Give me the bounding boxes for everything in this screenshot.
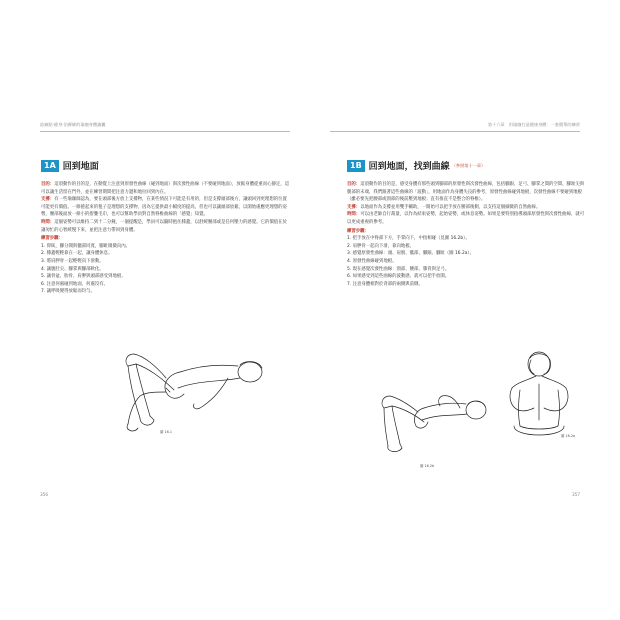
step-item: 2. 肩胛骨一起向下滑，靠向地板。 (347, 243, 415, 249)
left-header-rule (40, 131, 290, 132)
right-body-text (347, 181, 587, 288)
term-time: 時間： (41, 219, 55, 225)
left-section-heading (41, 159, 99, 172)
step-item: 5. 讓骨盆、肋骨、肩胛與頭部感受到地板。 (41, 274, 126, 280)
step-item: 1. 仰臥，腳分開與髖部同寬，腳趾微微向內。 (41, 243, 131, 249)
term-purpose: 目的： (41, 182, 55, 187)
time-text: 這個姿勢可以維持二到十二分鐘，一個提醒是，學員可以隨時抱住膝蓋，以舒緩腰部或是任何壓力的感覺。它的價值在於讓匆忙的心智緩慢下來，並把注意力帶回到身體。 (41, 219, 287, 233)
right-running-header: 第十六章 用瑜珈打造健康身體：一套簡單的練習 (487, 122, 580, 127)
step-item: 5. 現在感覺次發性曲線：頸部、腰部、膝背與足弓。 (347, 266, 450, 272)
support-text: 以地面作為支撐並用雙手輔助，一開始可以把手放在腰部後側，以支持這個細微的自然曲線。 (360, 204, 541, 210)
time-paragraph (347, 211, 587, 226)
step-item: 4. 原發性曲線碰到地板。 (347, 258, 397, 264)
purpose-text: 這項動作的目的是，感受身體有那些頭到腳部的原發性與次發性曲線，包括腳跟、足弓、腳掌之間的空間、腳趾尖與腿部的末端，我們跟著這些曲線的「波動」，用地面作為身體失良的參考，原發性曲線碰到地板，次發性曲線不要碰到地板（雖必要先把腰部或頸部的後前壓到地板；直有推直不是整合的脊椎）。 (347, 182, 585, 203)
step-item: 2. 膝蓋輕輕靠在一起，讓身體休息。 (41, 251, 113, 257)
right-page-number: 357 (572, 492, 580, 497)
left-running-header: 給痛點‧健身‧治療師的瑜珈身體錦囊 (40, 122, 106, 127)
term-support: 支撐： (41, 197, 55, 203)
purpose-paragraph (41, 181, 291, 196)
time-text: 可以由老師自行裁量，以作為結束姿勢，起始姿勢，或休息姿勢。如果是要特別指導頭部原發性與次發性曲線，就可以更成重複的參考。 (347, 212, 585, 225)
purpose-paragraph (347, 181, 587, 204)
step-item: 6. 如果感受到這些曲線的波動感，就可以把手放開。 (347, 274, 450, 280)
step-item: 1. 把手放在中脊部下方，手掌向下，中指相碰（見圖 16.2b）。 (347, 236, 470, 242)
purpose-text: 這項動作的目的是，在動覺上注意到原發性曲線（碰到地面）與次發性曲線（不要碰到地面），放鬆身體從重而心靜定，這可以讓生活留在門外，並在練習期間把注意力邊和地拉回到內在。 (41, 182, 290, 195)
right-header-rule (330, 131, 580, 132)
figure-16-2a-caption: 圖 16.2a (561, 434, 576, 438)
support-paragraph (41, 196, 291, 219)
step-item: 6. 注意何處碰到地面，何處沒有。 (41, 281, 109, 287)
term-purpose: 目的： (347, 182, 361, 187)
step-item: 3. 感覺原發性曲線：頭、肩膀、骶部、腳跟、腳趾（圖 16.2a）。 (347, 251, 475, 257)
left-page-number: 356 (40, 492, 48, 497)
section-subtitle-1b: （參照第十一章） (451, 162, 486, 168)
support-text: 有一些瑜珈師認為，要在頭部後方放上支撐物，在某些情況下可能是有用的，但是支撐頭部後方，讓頭回到更理想的位置可能更有價值。一條捲起來的毯子是理想的支撐物，因為它提供最小幅度的提高，但也可以讓頭部放鬆，以開始處應更理想的姿勢，腰部後面放一條小的摺疊毛巾，也可以幫助學員對自然脊椎曲線的「感覺」知覺。 (41, 197, 287, 218)
figure-16-1-illustration (100, 330, 275, 440)
term-time: 時間： (347, 212, 361, 218)
section-title-1b: 回到地面，找到曲線 (368, 162, 450, 172)
support-paragraph (347, 204, 587, 212)
figure-16-2b-illustration (372, 372, 492, 458)
step-item: 4. 讓腹肚尖、腳掌與腳部軟化。 (41, 266, 104, 272)
figure-16-1-caption: 圖 16.1 (160, 430, 173, 434)
step-item: 7. 注意身體相對於背部的兩側與前側。 (347, 281, 423, 287)
step-item: 7. 讓呼吸變得放鬆而均勻。 (41, 289, 95, 295)
figure-16-2a-illustration (498, 350, 580, 442)
right-section-heading (347, 159, 485, 172)
steps-title: 練習步驟： (41, 236, 63, 242)
time-paragraph (41, 219, 291, 234)
section-title-1a: 回到地面 (62, 162, 99, 172)
section-badge-1b: 1B (347, 160, 365, 172)
step-item: 3. 將肩胛骨一起輕輕向下滑動。 (41, 258, 104, 264)
term-support: 支撐： (347, 204, 361, 210)
section-badge-1a: 1A (41, 160, 59, 172)
figure-16-2b-caption: 圖 16.2b (420, 464, 435, 468)
left-body-text (41, 181, 291, 296)
steps-title: 練習步驟： (347, 228, 369, 234)
